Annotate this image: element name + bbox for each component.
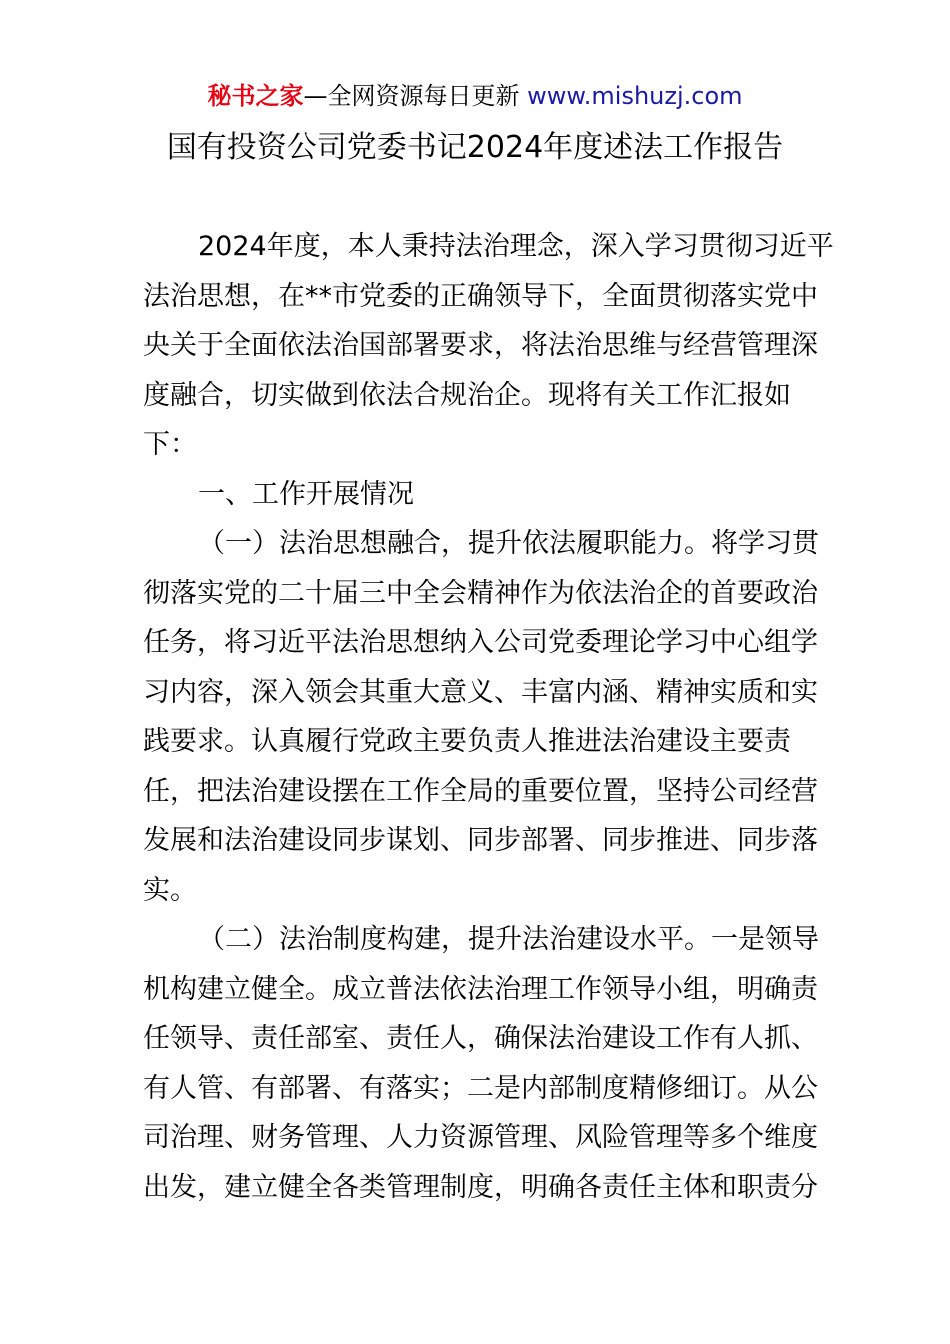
paragraph-line: 有人管、有部署、有落实；二是内部制度精修细订。从公 [143,1072,818,1104]
document-title: 国有投资公司党委书记2024年度述法工作报告 [166,130,784,165]
paragraph-line: 度融合，切实做到依法合规治企。现将有关工作汇报如 [143,379,791,411]
paragraph-line: （二）法治制度构建，提升法治建设水平。一是领导 [198,924,819,955]
paragraph-line: 法治思想，在**市党委的正确领导下，全面贯彻落实党中 [143,280,818,312]
paragraph-line: 出发，建立健全各类管理制度，明确各责任主体和职责分 [143,1171,818,1203]
paragraph-line: 习内容，深入领会其重大意义、丰富内涵、精神实质和实 [143,676,818,708]
site-header [0,80,950,112]
paragraph-line: 任，把法治建设摆在工作全局的重要位置，坚持公司经营 [143,775,818,807]
paragraph-line: 彻落实党的二十届三中全会精神作为依法治企的首要政治 [143,577,818,609]
paragraph-line: （一）法治思想融合，提升依法履职能力。将学习贯 [198,528,819,559]
paragraph-line: 央关于全面依法治国部署要求，将法治思维与经营管理深 [143,330,818,361]
paragraph-line: 发展和法治建设同步谋划、同步部署、同步推进、同步落 [143,825,818,856]
paragraph-line: 践要求。认真履行党政主要负责人推进法治建设主要责 [143,726,791,757]
site-url-link[interactable]: www.mishuzj.com [527,82,743,110]
paragraph-line: 2024年度，本人秉持法治理念，深入学习贯彻习近平 [198,231,834,262]
paragraph-line: 任务，将习近平法治思想纳入公司党委理论学习中心组学 [143,627,818,658]
section-heading: 一、工作开展情况 [198,478,414,510]
paragraph-line: 机构建立健全。成立普法依法治理工作领导小组，明确责 [143,973,818,1005]
paragraph-line: 下： [143,429,197,460]
document-body [143,222,834,1212]
paragraph-line: 实。 [143,874,197,906]
site-brand: 秘书之家 [207,82,304,110]
paragraph-line: 任领导、责任部室、责任人，确保法治建设工作有人抓、 [143,1023,818,1054]
paragraph-line: 司治理、财务管理、人力资源管理、风险管理等多个维度 [143,1122,818,1153]
site-tagline: —全网资源每日更新 [303,82,528,110]
